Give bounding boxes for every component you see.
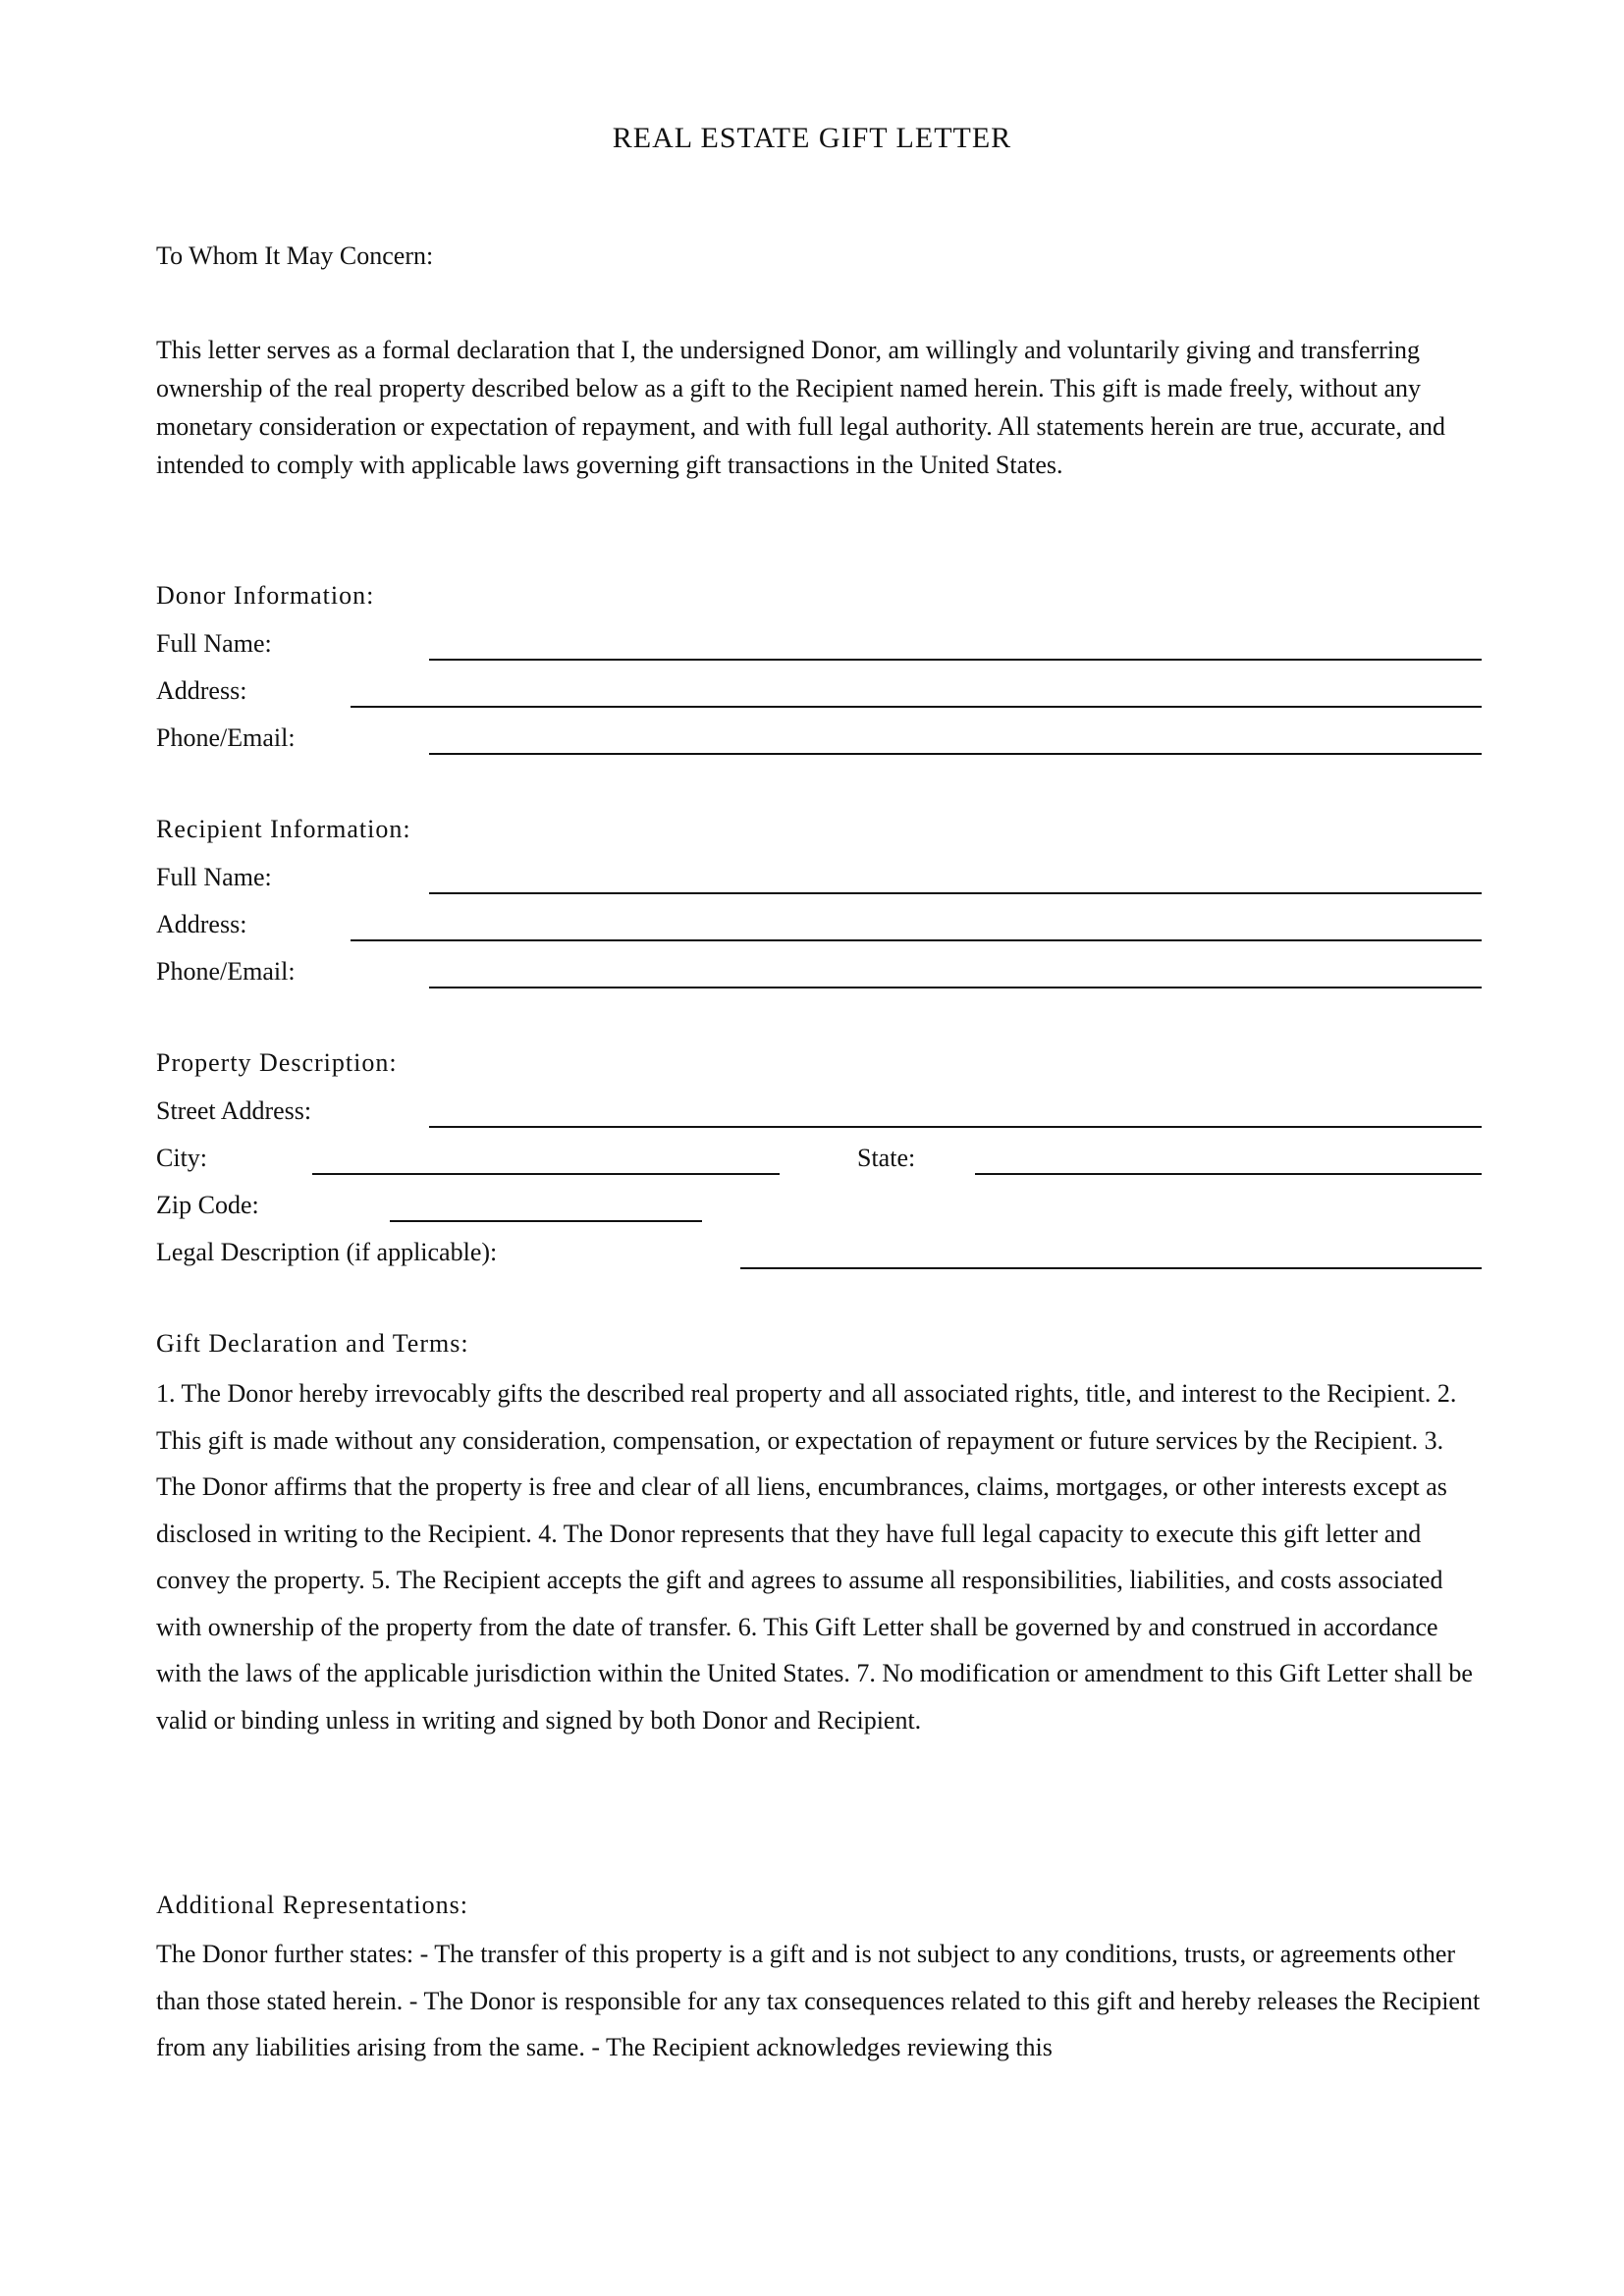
recipient-address-field[interactable]	[351, 939, 1482, 941]
property-heading: Property Description:	[156, 1048, 398, 1077]
recipient-heading: Recipient Information:	[156, 815, 411, 843]
additional-heading: Additional Representations:	[156, 1891, 469, 1919]
donor-contact-field[interactable]	[429, 753, 1482, 755]
recipient-full-name-field[interactable]	[429, 892, 1482, 894]
document-title: REAL ESTATE GIFT LETTER	[612, 122, 1012, 154]
legal-description-field[interactable]	[740, 1267, 1482, 1269]
recipient-full-name-label: Full Name:	[156, 863, 272, 891]
donor-heading: Donor Information:	[156, 581, 375, 610]
zip-code-field[interactable]	[390, 1220, 702, 1222]
donor-full-name-field[interactable]	[429, 659, 1482, 661]
zip-code-label: Zip Code:	[156, 1191, 259, 1219]
city-field[interactable]	[312, 1173, 780, 1175]
legal-description-label: Legal Description (if applicable):	[156, 1238, 498, 1266]
street-address-label: Street Address:	[156, 1096, 312, 1125]
recipient-contact-label: Phone/Email:	[156, 957, 296, 986]
state-field[interactable]	[975, 1173, 1482, 1175]
donor-full-name-label: Full Name:	[156, 629, 272, 658]
state-label: State:	[857, 1144, 916, 1172]
city-label: City:	[156, 1144, 208, 1172]
terms-heading: Gift Declaration and Terms:	[156, 1329, 469, 1358]
intro-paragraph: This letter serves as a formal declaration that I, the undersigned Donor, am willingly and voluntarily giving and transferring ownership of the real property described below as a gift to the Recipient named herein. This gift is made freely, without any monetary consideration or expectation of repayment, and with full legal authority. All statements herein are true, accurate, and intended to comply with applicable laws governing gift transactions in the United States.	[156, 336, 1445, 479]
terms-body: 1. The Donor hereby irrevocably gifts the described real property and all associated rights, title, and interest to the Recipient. 2. This gift is made without any consideration, compensation, or expectation of repayment or future services by the Recipient. 3. The Donor affirms that the property is free and clear of all liens, encumbrances, claims, mortgages, or other interests except as disclosed in writing to the Recipient. 4. The Donor represents that they have full legal capacity to execute this gift letter and convey the property. 5. The Recipient accepts the gift and agrees to assume all responsibilities, liabilities, and costs associated with ownership of the property from the date of transfer. 6. This Gift Letter shall be governed by and construed in accordance with the laws of the applicable jurisdiction within the United States. 7. No modification or amendment to this Gift Letter shall be valid or binding unless in writing and signed by both Donor and Recipient.	[156, 1379, 1473, 1735]
recipient-contact-field[interactable]	[429, 987, 1482, 988]
recipient-address-label: Address:	[156, 910, 247, 938]
salutation: To Whom It May Concern:	[156, 241, 434, 270]
donor-address-field[interactable]	[351, 706, 1482, 708]
donor-contact-label: Phone/Email:	[156, 723, 296, 752]
street-address-field[interactable]	[429, 1126, 1482, 1128]
donor-address-label: Address:	[156, 676, 247, 705]
additional-body: The Donor further states: - The transfer of this property is a gift and is not subject to any conditions, trusts, or agreements other than those stated herein. - The Donor is responsible for any tax consequences related to this gift and hereby releases the Recipient from any liabilities arising from the same. - The Recipient acknowledges reviewing this	[156, 1940, 1481, 2061]
